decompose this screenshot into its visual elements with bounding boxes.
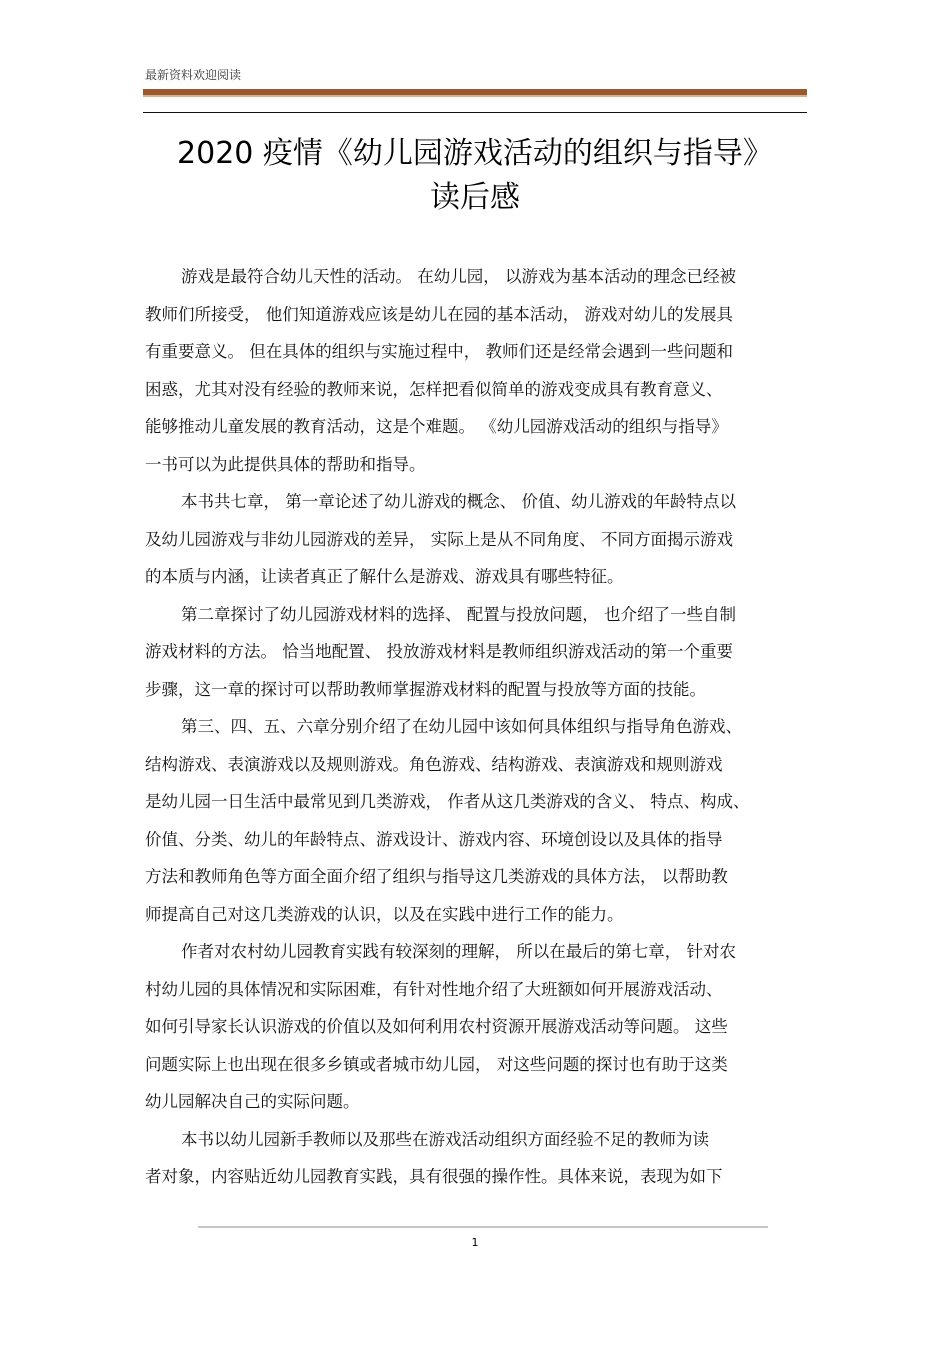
text-line: 困惑，尤其对没有经验的教师来说，怎样把看似简单的游戏变成具有教育意义、 [145,379,723,399]
text-line: 幼儿园解决自己的实际问题。 [145,1092,360,1111]
text-line: 第二章探讨了幼儿园游戏材料的选择、 配置与投放问题， 也介绍了一些自制 [181,604,736,624]
text-line: 作者对农村幼儿园教育实践有较深刻的理解， 所以在最后的第七章， 针对农 [181,942,736,961]
text-line: 的本质与内涵，让读者真正了解什么是游戏、游戏具有哪些特征。 [145,567,624,586]
paragraph [145,596,810,709]
header-rule-thin [143,112,807,113]
page-number: 1 [471,1236,479,1249]
text-line: 步骤，这一章的探讨可以帮助教师掌握游戏材料的配置与投放等方面的技能。 [145,679,706,699]
paragraph [145,1121,810,1196]
text-line: 有重要意义。 但在具体的组织与实施过程中， 教师们还是经常会遇到一些问题和 [145,342,733,361]
text-line: 能够推动儿童发展的教育活动，这是个难题。 《幼儿园游戏活动的组织与指导》 [145,417,728,436]
text-line: 一书可以为此提供具体的帮助和指导。 [145,454,426,474]
text-line: 如何引导家长认识游戏的价值以及如何利用农村资源开展游戏活动等问题。 这些 [145,1017,728,1036]
text-line: 方法和教师角色等方面全面介绍了组织与指导这几类游戏的具体方法， 以帮助教 [145,867,728,886]
title-line-2: 读后感 [430,180,520,215]
text-line: 结构游戏、表演游戏以及规则游戏。角色游戏、结构游戏、表演游戏和规则游戏 [145,754,723,774]
text-line: 问题实际上也出现在很多乡镇或者城市幼儿园， 对这些问题的探讨也有助于这类 [145,1054,728,1074]
text-line: 师提高自己对这几类游戏的认识，以及在实践中进行工作的能力。 [145,904,624,924]
text-line: 及幼儿园游戏与非幼儿园游戏的差异， 实际上是从不同角度、 不同方面揭示游戏 [145,529,733,549]
footer-rule [198,1226,768,1228]
document-body [145,258,810,1196]
page-header-text: 最新资料欢迎阅读 [145,68,242,82]
text-line: 本书共七章， 第一章论述了幼儿游戏的概念、 价值、幼儿游戏的年龄特点以 [181,492,736,511]
paragraph [145,483,810,596]
paragraph [145,708,810,933]
document-title [100,132,850,220]
text-line: 村幼儿园的具体情况和实际困难，有针对性地介绍了大班额如何开展游戏活动、 [145,979,723,999]
text-line: 本书以幼儿园新手教师以及那些在游戏活动组织方面经验不足的教师为读 [181,1129,709,1149]
text-line: 游戏材料的方法。 恰当地配置、 投放游戏材料是教师组织游戏活动的第一个重要 [145,642,733,661]
text-line: 第三、四、五、六章分别介绍了在幼儿园中该如何具体组织与指导角色游戏、 [181,717,742,736]
header-rule-accent [143,95,807,97]
text-line: 教师们所接受， 他们知道游戏应该是幼儿在园的基本活动， 游戏对幼儿的发展具 [145,304,733,324]
paragraph [145,933,810,1121]
text-line: 是幼儿园一日生活中最常见到几类游戏， 作者从这几类游戏的含义、 特点、构成、 [145,792,750,811]
text-line: 者对象，内容贴近幼儿园教育实践，具有很强的操作性。具体来说，表现为如下 [145,1167,723,1186]
text-line: 价值、分类、幼儿的年龄特点、游戏设计、游戏内容、环境创设以及具体的指导 [145,829,723,849]
paragraph [145,258,810,483]
text-line: 游戏是最符合幼儿天性的活动。 在幼儿园， 以游戏为基本活动的理念已经被 [181,267,736,286]
title-line-1: 2020 疫情《幼儿园游戏活动的组织与指导》 [177,136,773,171]
